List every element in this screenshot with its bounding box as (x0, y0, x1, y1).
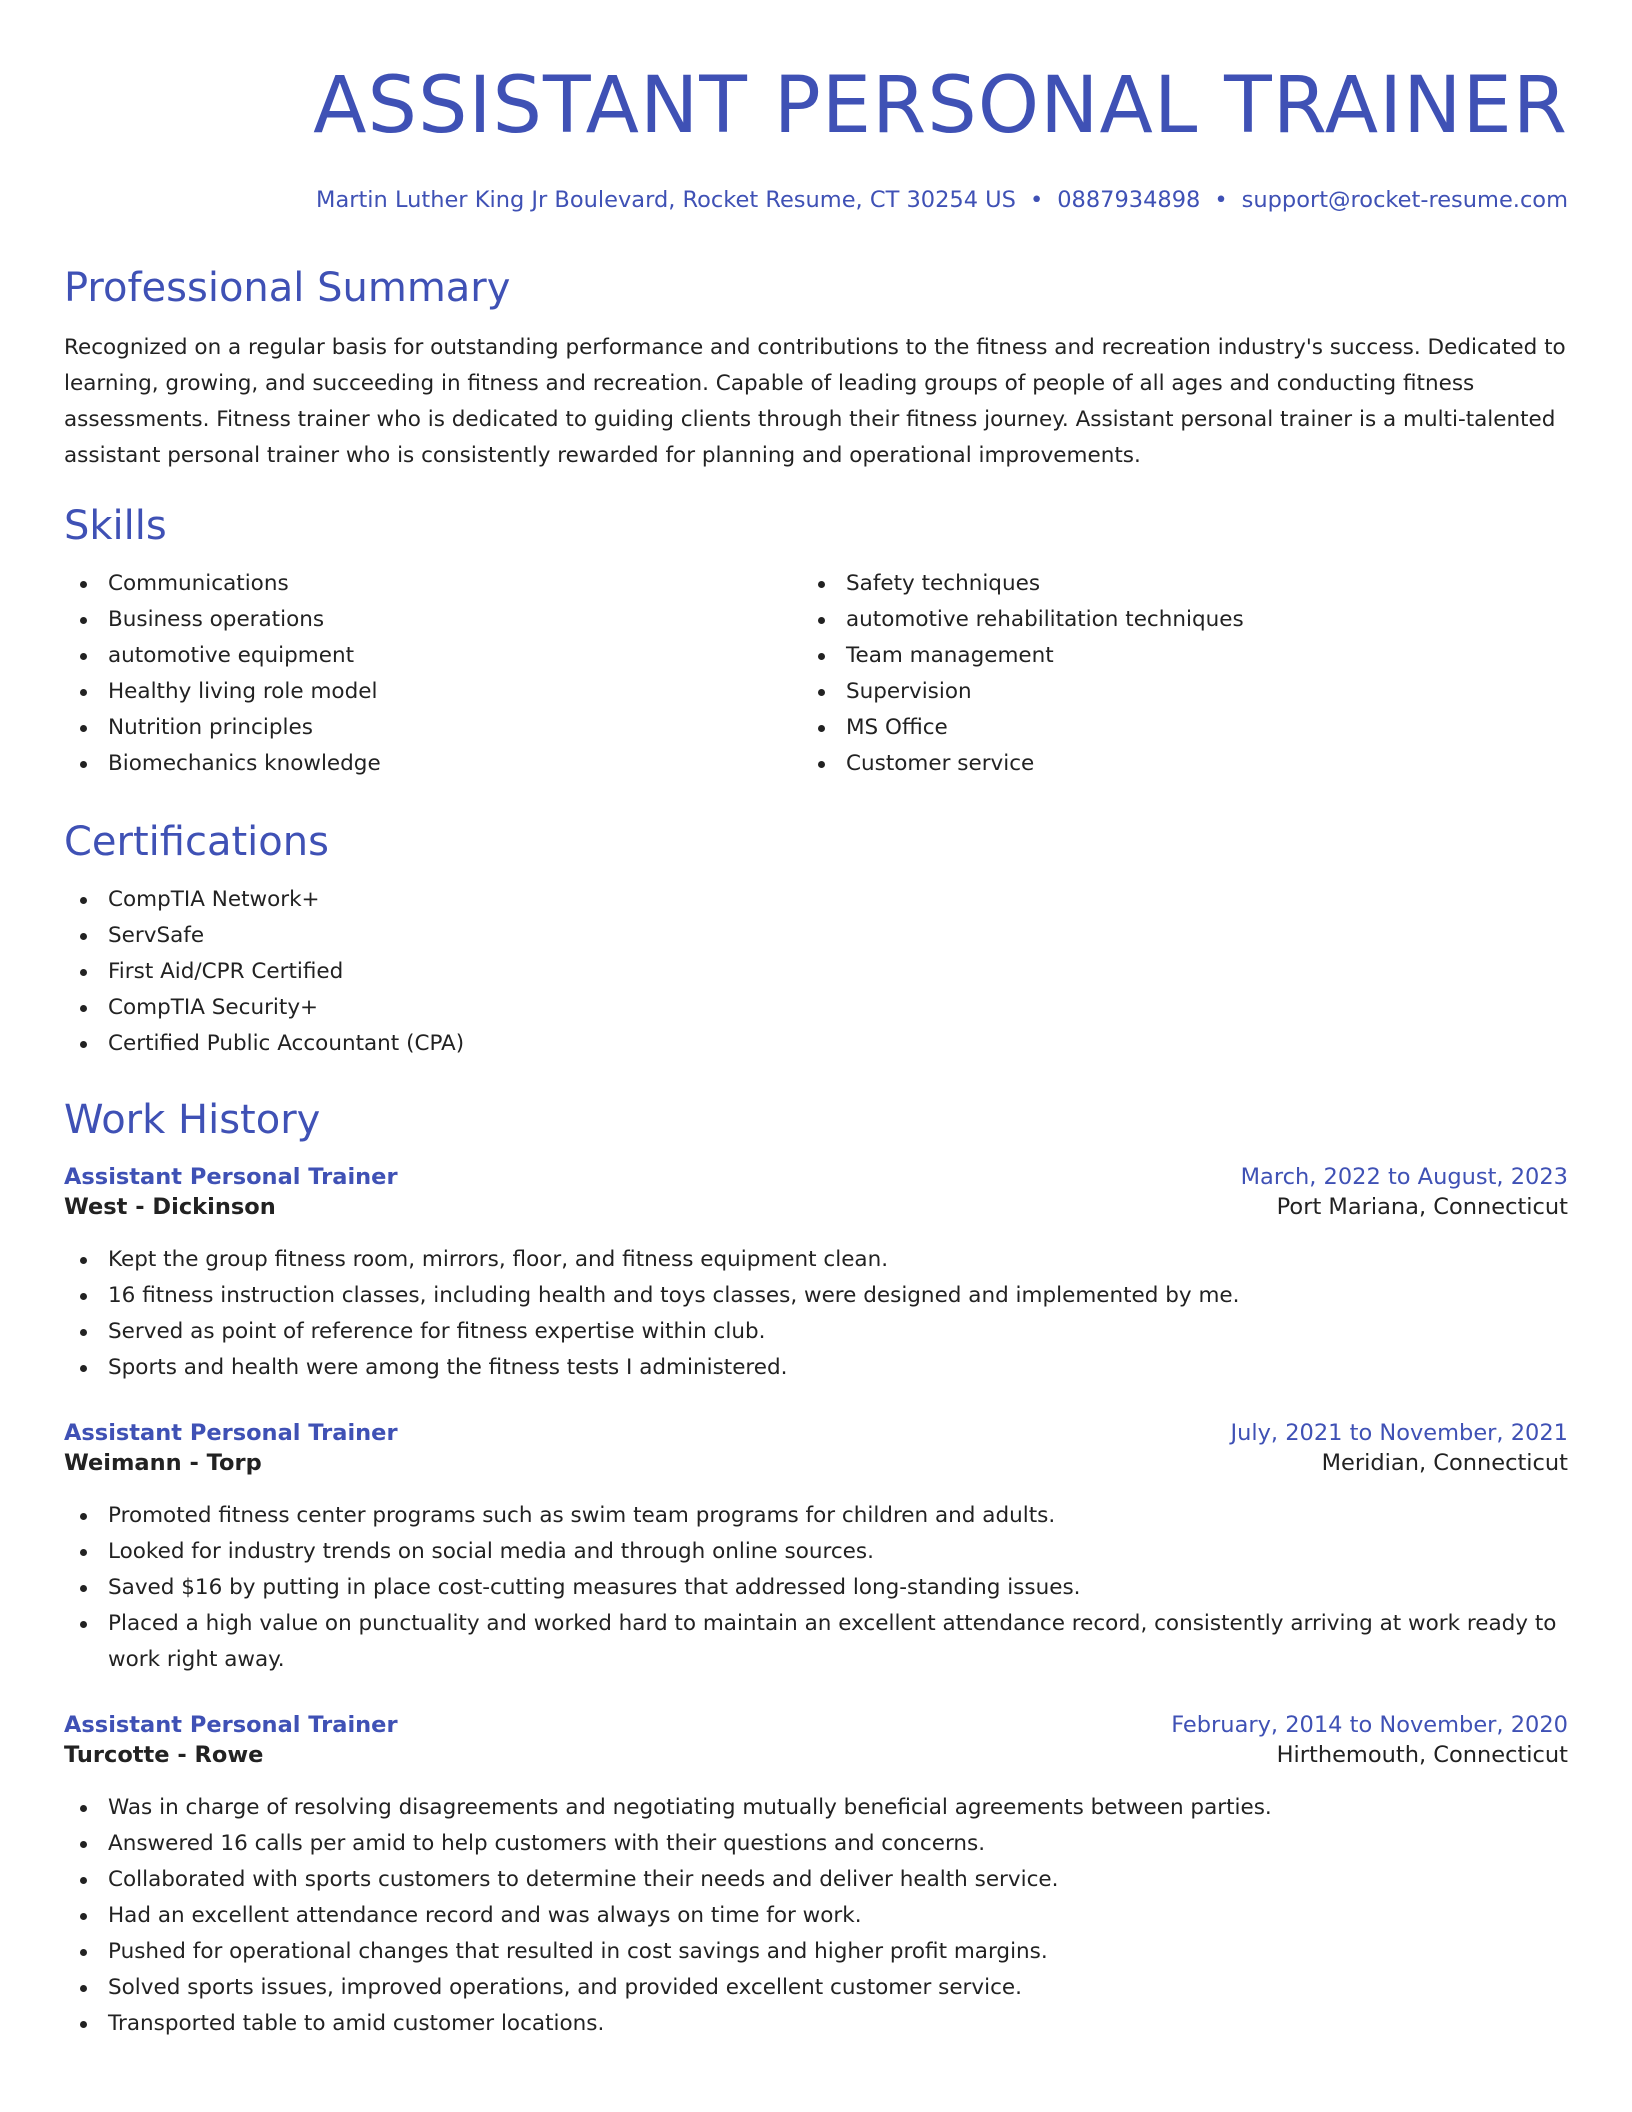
job-dates: February, 2014 to November, 2020 (1171, 1712, 1568, 1738)
job-duties-list (64, 1790, 1568, 2042)
resume-header (64, 60, 1568, 214)
certifications-heading: Certifications (64, 819, 329, 865)
contact-separator: • (1029, 187, 1044, 213)
job-duties-list (64, 1498, 1568, 1678)
job-duties-list (64, 1242, 1568, 1386)
job-duty: Looked for industry trends on social media and through online sources. (64, 1534, 1568, 1570)
job-company-row (64, 1448, 1568, 1478)
resume-name: ASSISTANT PERSONAL TRAINER (313, 61, 1568, 151)
contact-line (64, 186, 1568, 214)
job-duty: Transported table to amid customer locations. (64, 2006, 1568, 2042)
skills-list-left (64, 566, 802, 782)
job-entry (64, 1162, 1568, 1386)
job-location: Meridian, Connecticut (1321, 1450, 1568, 1476)
certification-item: CompTIA Network+ (64, 882, 1568, 918)
job-duty: Promoted fitness center programs such as swim team programs for children and adults. (64, 1498, 1568, 1534)
job-dates: March, 2022 to August, 2023 (1240, 1164, 1568, 1190)
contact-separator: • (1214, 187, 1228, 213)
job-duty: Collaborated with sports customers to determine their needs and deliver health service. (64, 1862, 1568, 1898)
certification-item: ServSafe (64, 918, 1568, 954)
job-header-row (64, 1710, 1568, 1740)
skill-item: Healthy living role model (64, 674, 802, 710)
skills-heading: Skills (64, 503, 167, 549)
job-duty: Saved $16 by putting in place cost-cutting measures that addressed long-standing issues. (64, 1570, 1568, 1606)
skills-grid (64, 566, 1568, 782)
job-company-row (64, 1740, 1568, 1770)
skill-item: automotive rehabilitation techniques (802, 602, 1540, 638)
job-entry (64, 1418, 1568, 1678)
job-location: Hirthemouth, Connecticut (1276, 1742, 1568, 1768)
job-duty: Solved sports issues, improved operations, and provided excellent customer service. (64, 1970, 1568, 2006)
skill-item: MS Office (802, 710, 1540, 746)
job-duty: Sports and health were among the fitness tests I administered. (64, 1350, 1568, 1386)
certification-item: First Aid/CPR Certified (64, 954, 1568, 990)
job-company: Weimann - Torp (64, 1450, 262, 1476)
job-location: Port Mariana, Connecticut (1276, 1194, 1568, 1220)
skill-item: Biomechanics knowledge (64, 746, 802, 782)
contact-phone: 0887934898 (1057, 187, 1201, 213)
contact-address: Martin Luther King Jr Boulevard, Rocket Resume, CT 30254 US (316, 187, 1016, 213)
job-duty: Was in charge of resolving disagreements and negotiating mutually beneficial agreements between parties. (64, 1790, 1568, 1826)
skill-item: Team management (802, 638, 1540, 674)
job-company: West - Dickinson (64, 1194, 276, 1220)
contact-email: support@rocket-resume.com (1241, 187, 1568, 213)
certification-item: Certified Public Accountant (CPA) (64, 1026, 1568, 1062)
job-company: Turcotte - Rowe (64, 1742, 264, 1768)
job-duty: Placed a high value on punctuality and worked hard to maintain an excellent attendance record, consistently arriving at work ready to work right away. (64, 1606, 1568, 1678)
summary-heading: Professional Summary (64, 265, 511, 311)
skill-item: Customer service (802, 746, 1540, 782)
skill-item: Supervision (802, 674, 1540, 710)
job-title: Assistant Personal Trainer (64, 1712, 398, 1738)
job-company-row (64, 1192, 1568, 1222)
skills-list-right (802, 566, 1540, 782)
certification-item: CompTIA Security+ (64, 990, 1568, 1026)
job-dates: July, 2021 to November, 2021 (1230, 1420, 1568, 1446)
job-header-row (64, 1162, 1568, 1192)
skill-item: automotive equipment (64, 638, 802, 674)
job-duty: Pushed for operational changes that resulted in cost savings and higher profit margins. (64, 1934, 1568, 1970)
job-entry (64, 1710, 1568, 2042)
skill-item: Nutrition principles (64, 710, 802, 746)
skill-item: Communications (64, 566, 802, 602)
job-header-row (64, 1418, 1568, 1448)
skill-item: Safety techniques (802, 566, 1540, 602)
job-title: Assistant Personal Trainer (64, 1164, 398, 1190)
certifications-list (64, 882, 1568, 1062)
job-duty: Answered 16 calls per amid to help customers with their questions and concerns. (64, 1826, 1568, 1862)
job-duty: Had an excellent attendance record and was always on time for work. (64, 1898, 1568, 1934)
job-duty: Kept the group fitness room, mirrors, floor, and fitness equipment clean. (64, 1242, 1568, 1278)
job-title: Assistant Personal Trainer (64, 1420, 398, 1446)
summary-text: Recognized on a regular basis for outstanding performance and contributions to the fitness and recreation industry's success. Dedicated to learning, growing, and succeeding in fitness and recreation. Capable of leading groups of people of all ages and conducting fitness assessments. Fitness trainer who is dedicated to guiding clients through their fitness journey. Assistant personal trainer is a multi-talented assistant personal trainer who is consistently rewarded for planning and operational improvements. (64, 335, 1566, 468)
skill-item: Business operations (64, 602, 802, 638)
work-history-heading: Work History (64, 1097, 321, 1143)
job-duty: Served as point of reference for fitness expertise within club. (64, 1314, 1568, 1350)
job-duty: 16 fitness instruction classes, including health and toys classes, were designed and implemented by me. (64, 1278, 1568, 1314)
